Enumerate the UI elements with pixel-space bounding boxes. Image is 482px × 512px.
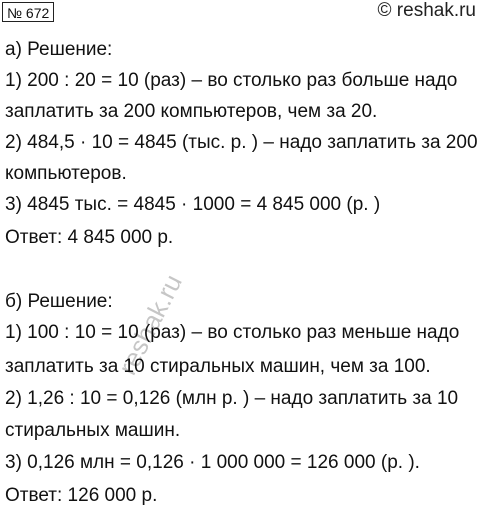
part-b-answer: Ответ: 126 000 р. bbox=[5, 485, 158, 506]
site-credit: © reshak.ru bbox=[377, 0, 476, 21]
part-b-line: стиральных машин. bbox=[5, 420, 181, 441]
part-b-line: 1) 100 : 10 = 10 (раз) – во столько раз меньше надо bbox=[5, 322, 460, 343]
part-a-heading: а) Решение: bbox=[5, 39, 113, 60]
part-a-answer: Ответ: 4 845 000 р. bbox=[5, 227, 174, 248]
part-b-line: 2) 1,26 : 10 = 0,126 (млн р. ) – надо заплатить за 10 bbox=[5, 388, 459, 409]
part-a-line: заплатить за 200 компьютеров, чем за 20. bbox=[5, 101, 378, 122]
part-a-line: 1) 200 : 20 = 10 (раз) – во столько раз больше надо bbox=[5, 70, 458, 91]
part-b-heading: б) Решение: bbox=[5, 291, 113, 312]
watermark: reshak.ru bbox=[112, 269, 188, 380]
part-b-line: заплатить за 10 стиральных машин, чем за 100. bbox=[5, 356, 431, 377]
part-b-line: 3) 0,126 млн = 0,126 · 1 000 000 = 126 000 (р. ). bbox=[5, 452, 420, 473]
part-a-line: 2) 484,5 · 10 = 4845 (тыс. р. ) – надо заплатить за 200 bbox=[5, 132, 478, 153]
problem-number-badge: № 672 bbox=[2, 2, 54, 22]
part-a-line: 3) 4845 тыс. = 4845 · 1000 = 4 845 000 (р. ) bbox=[5, 194, 381, 215]
part-a-line: компьютеров. bbox=[5, 163, 127, 184]
